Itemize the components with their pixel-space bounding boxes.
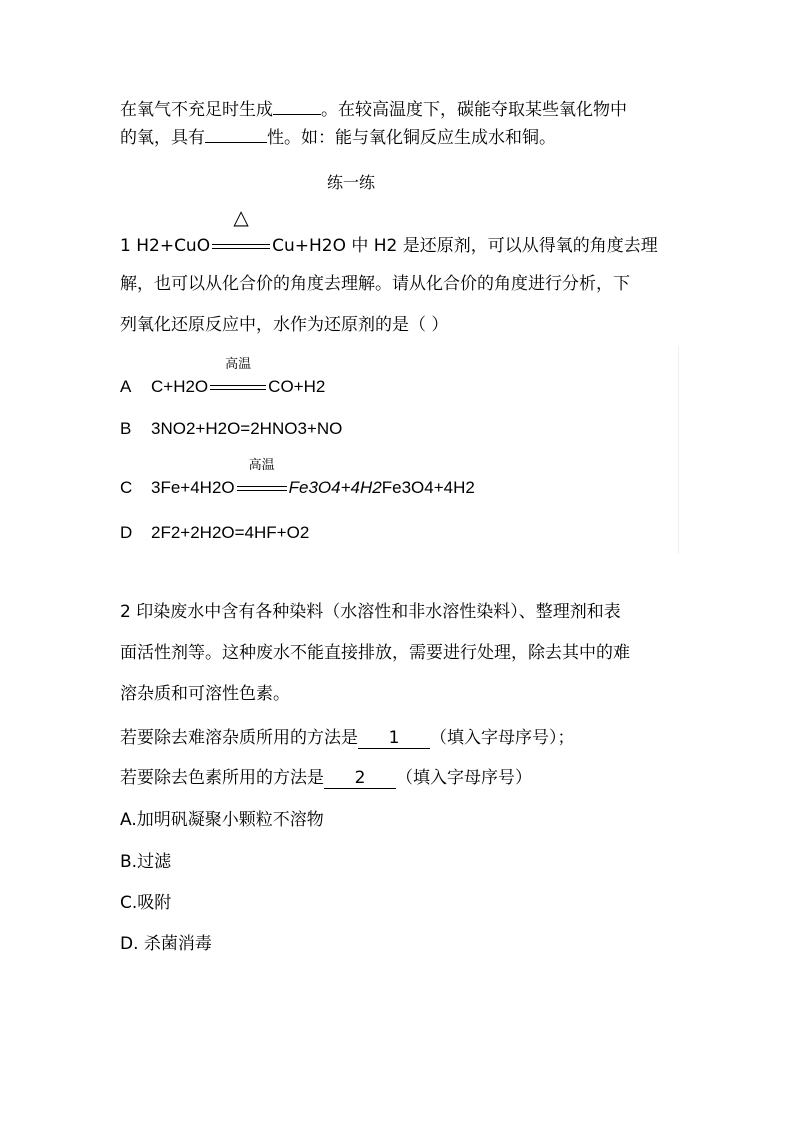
intro-text: 。在较高温度下，碳能夺取某些氧化物中 bbox=[321, 100, 627, 120]
answer-blank-2[interactable]: 2 bbox=[324, 768, 396, 789]
option-a[interactable] bbox=[120, 356, 326, 397]
products: Fe3O4+4H2 bbox=[381, 478, 475, 497]
products-italic: Fe3O4+4H2 bbox=[288, 478, 382, 497]
high-temp-equals-sign bbox=[210, 356, 266, 397]
q1-line-2: 解，也可以从化合价的角度去理解。请从化合价的角度进行分析，下 bbox=[120, 274, 630, 294]
reactants: C+H2O bbox=[151, 377, 209, 396]
choice-c: C.吸附 bbox=[120, 893, 172, 913]
choice-d: D. 杀菌消毒 bbox=[120, 934, 212, 954]
intro-text: 在氧气不充足时生成 bbox=[120, 100, 273, 120]
option-b[interactable] bbox=[120, 419, 342, 439]
q2-blank-line-2 bbox=[120, 768, 532, 789]
equation: 3NO2+H2O=2HNO3+NO bbox=[151, 419, 343, 438]
blank-suffix: （填入字母序号）； bbox=[430, 728, 575, 748]
q2-line-2: 面活性剂等。这种废水不能直接排放，需要进行处理，除去其中的难 bbox=[120, 643, 630, 663]
fill-blank[interactable] bbox=[205, 126, 267, 143]
reactants: 3Fe+4H2O bbox=[151, 478, 235, 497]
q1-line-3: 列氧化还原反应中，水作为还原剂的是（ ） bbox=[120, 315, 449, 335]
high-temp-equals-sign bbox=[237, 457, 287, 498]
section-title: 练一练 bbox=[327, 173, 376, 192]
triangle-icon: △ bbox=[233, 205, 249, 229]
intro-line-2 bbox=[120, 126, 556, 148]
blank-prefix: 若要除去难溶杂质所用的方法是 bbox=[120, 728, 358, 748]
intro-text: 性。如：能与氧化铜反应生成水和铜。 bbox=[267, 128, 556, 148]
products: CO+H2 bbox=[268, 377, 326, 396]
option-c[interactable] bbox=[120, 457, 475, 498]
equation: 2F2+2H2O=4HF+O2 bbox=[151, 523, 310, 542]
answer-blank-1[interactable]: 1 bbox=[358, 728, 430, 749]
q1-lead: 1 H2+CuO bbox=[120, 236, 211, 256]
option-letter: C bbox=[120, 478, 133, 497]
q1-line-1 bbox=[120, 205, 658, 256]
option-letter: B bbox=[120, 419, 132, 438]
blank-suffix: （填入字母序号） bbox=[396, 768, 532, 788]
heat-equals-sign bbox=[212, 205, 270, 256]
intro-line-1 bbox=[120, 98, 627, 120]
condition-label: 高温 bbox=[248, 457, 275, 472]
q2-line-1: 2 印染废水中含有各种染料（水溶性和非水溶性染料）、整理剂和表 bbox=[120, 602, 621, 622]
blank-prefix: 若要除去色素所用的方法是 bbox=[120, 768, 324, 788]
fill-blank[interactable] bbox=[273, 98, 321, 115]
intro-text: 的氧，具有 bbox=[120, 128, 205, 148]
choice-b: B.过滤 bbox=[120, 852, 172, 872]
condition-label: 高温 bbox=[225, 356, 252, 371]
option-d[interactable] bbox=[120, 523, 309, 543]
q2-line-3: 溶杂质和可溶性色素。 bbox=[120, 684, 290, 704]
choice-a: A.加明矾凝聚小颗粒不溶物 bbox=[120, 810, 324, 830]
option-letter: D bbox=[120, 523, 133, 542]
option-letter: A bbox=[120, 377, 132, 396]
q2-blank-line-1 bbox=[120, 728, 575, 749]
q1-rest: Cu+H2O 中 H2 是还原剂，可以从得氧的角度去理 bbox=[272, 236, 658, 256]
